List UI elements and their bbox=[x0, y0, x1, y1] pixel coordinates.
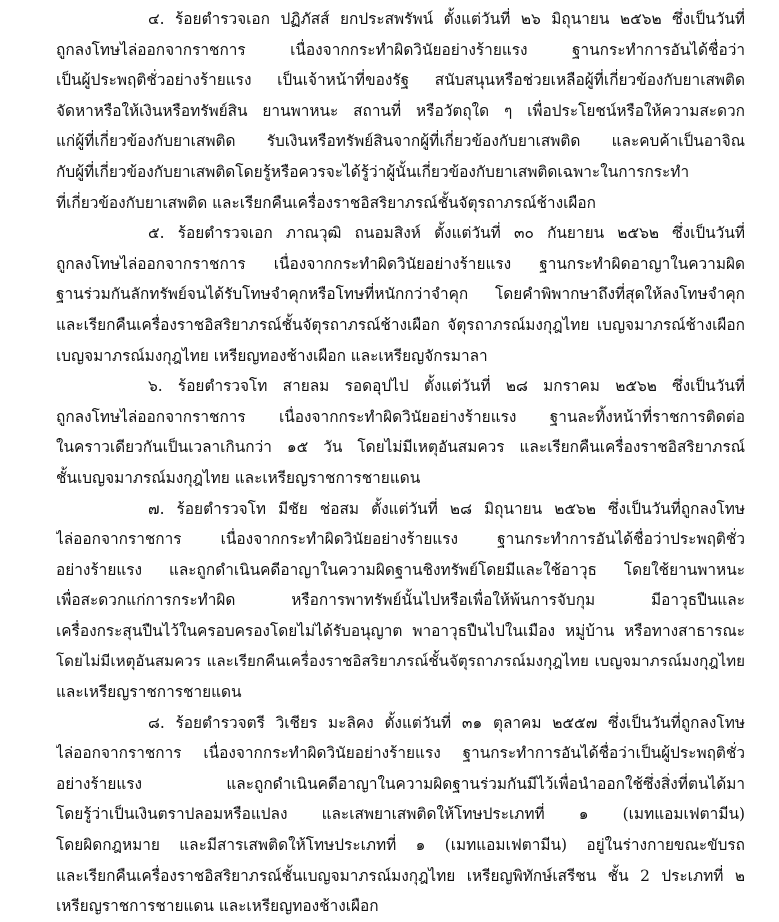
text-line: เหรียญราชการชายแดน และเหรียญทองช้างเผือก bbox=[56, 897, 379, 916]
text-line: ถูกลงโทษไล่ออกจากราชการ เนื่องจากกระทำผิดวินัยอย่างร้ายแรง ฐานกระทำการอันได้ชื่อว่า bbox=[56, 40, 745, 59]
text-line: ถูกลงโทษไล่ออกจากราชการ เนื่องจากกระทำผิดวินัยอย่างร้ายแรง ฐานกระทำผิดอาญาในความผิด bbox=[56, 254, 745, 273]
text-line: ๕. ร้อยตำรวจเอก ภาณวุฒิ ถนอมสิงห์ ตั้งแต่วันที่ ๓๐ กันยายน ๒๕๖๒ ซึ่งเป็นวันที่ bbox=[148, 224, 745, 243]
text-line: ที่เกี่ยวข้องกับยาเสพติด และเรียกคืนเครื่องราชอิสริยาภรณ์ชั้นจัตุรถาภรณ์ช้างเผือก bbox=[56, 193, 596, 212]
text-line: ไล่ออกจากราชการ เนื่องจากกระทำผิดวินัยอย่างร้ายแรง ฐานกระทำการอันได้ชื่อว่าเป็นผู้ประพฤติชั่ว bbox=[56, 744, 745, 763]
text-line: อย่างร้ายแรง และถูกดำเนินคดีอาญาในความผิดฐานชิงทรัพย์โดยมีและใช้อาวุธ โดยใช้ยานพาหนะ bbox=[56, 560, 745, 579]
text-line: ถูกลงโทษไล่ออกจากราชการ เนื่องจากกระทำผิดวินัยอย่างร้ายแรง ฐานละทิ้งหน้าที่ราชการติดต่อ bbox=[56, 407, 745, 426]
text-line: กับผู้ที่เกี่ยวข้องกับยาเสพติดโดยรู้หรือควรจะได้รู้ว่าผู้นั้นเกี่ยวข้องกับยาเสพติดเฉพาะในการกระทำ bbox=[56, 162, 690, 181]
text-line: ๖. ร้อยตำรวจโท สายลม รอดอุปไป ตั้งแต่วันที่ ๒๘ มกราคม ๒๕๖๒ ซึ่งเป็นวันที่ bbox=[148, 377, 745, 396]
text-line: ในคราวเดียวกันเป็นเวลาเกินกว่า ๑๕ วัน โดยไม่มีเหตุอันสมควร และเรียกคืนเครื่องราชอิสริยาภรณ์ bbox=[56, 438, 745, 457]
text-line: เครื่องกระสุนปืนไว้ในครอบครองโดยไม่ได้รับอนุญาต พาอาวุธปืนไปในเมือง หมู่บ้าน หรือทางสาธารณะ bbox=[56, 621, 745, 640]
paragraph-item-6 bbox=[56, 371, 745, 493]
paragraph-item-8 bbox=[56, 708, 745, 922]
text-line: ๗. ร้อยตำรวจโท มีชัย ช่อสม ตั้งแต่วันที่ ๒๘ มิถุนายน ๒๕๖๒ ซึ่งเป็นวันที่ถูกลงโทษ bbox=[148, 499, 745, 518]
text-line: ๔. ร้อยตำรวจเอก ปฏิภัสส์ ยกประสพรัพน์ ตั้งแต่วันที่ ๒๖ มิถุนายน ๒๕๖๒ ซึ่งเป็นวันที่ bbox=[148, 10, 745, 28]
text-line: โดยไม่มีเหตุอันสมควร และเรียกคืนเครื่องราชอิสริยาภรณ์ชั้นจัตุรถาภรณ์มงกุฎไทย เบญจมาภรณ์มงกุฎไทย bbox=[56, 652, 745, 671]
text-line: โดยรู้ว่าเป็นเงินตราปลอมหรือแปลง และเสพยาเสพติดให้โทษประเภทที่ ๑ (เมทแอมเฟตามีน) bbox=[56, 805, 745, 824]
text-line: ชั้นเบญจมาภรณ์มงกุฎไทย และเหรียญราชการชายแดน bbox=[56, 468, 421, 487]
paragraph-item-5 bbox=[56, 218, 745, 371]
text-line: และเรียกคืนเครื่องราชอิสริยาภรณ์ชั้นจัตุรถาภรณ์ช้างเผือก จัตุรถาภรณ์มงกุฎไทย เบญจมาภรณ์ช้างเผือก bbox=[56, 315, 745, 334]
text-line: จัดหาหรือให้เงินหรือทรัพย์สิน ยานพาหนะ สถานที่ หรือวัตถุใด ๆ เพื่อประโยชน์หรือให้ความสะดวก bbox=[56, 101, 745, 120]
text-line: เบญจมาภรณ์มงกุฎไทย เหรียญทองช้างเผือก และเหรียญจักรมาลา bbox=[56, 346, 488, 365]
text-line: เพื่อสะดวกแก่การกระทำผิด หรือการพาทรัพย์นั้นไปหรือเพื่อให้พ้นการจับกุม มีอาวุธปืนและ bbox=[56, 591, 745, 610]
text-line: ๘. ร้อยตำรวจตรี วิเชียร มะลิคง ตั้งแต่วันที่ ๓๑ ตุลาคม ๒๕๕๗ ซึ่งเป็นวันที่ถูกลงโทษ bbox=[148, 713, 745, 732]
text-line: ฐานร่วมกันลักทรัพย์จนได้รับโทษจำคุกหรือโทษที่หนักกว่าจำคุก โดยคำพิพากษาถึงที่สุดให้ลงโทษจำคุก bbox=[56, 285, 745, 304]
text-line: เป็นผู้ประพฤติชั่วอย่างร้ายแรง เป็นเจ้าหน้าที่ของรัฐ สนับสนุนหรือช่วยเหลือผู้ที่เกี่ยวข้องกับยาเสพติด bbox=[56, 71, 745, 90]
text-line: อย่างร้ายแรง และถูกดำเนินคดีอาญาในความผิดฐานร่วมกันมีไว้เพื่อนำออกใช้ซึ่งสิ่งที่ตนได้มา bbox=[56, 774, 745, 793]
paragraph-item-4 bbox=[56, 4, 745, 218]
text-line: และเหรียญราชการชายแดน bbox=[56, 683, 242, 702]
text-line: และเรียกคืนเครื่องราชอิสริยาภรณ์ชั้นเบญจมาภรณ์มงกุฎไทย เหรียญพิทักษ์เสรีชน ชั้น 2 ประเภทที่ ๒ bbox=[56, 866, 745, 885]
text-line: โดยผิดกฎหมาย และมีสารเสพติดให้โทษประเภทที่ ๑ (เมทแอมเฟตามีน) อยู่ในร่างกายขณะขับรถ bbox=[56, 836, 745, 855]
paragraph-item-7 bbox=[56, 494, 745, 708]
text-line: ไล่ออกจากราชการ เนื่องจากกระทำผิดวินัยอย่างร้ายแรง ฐานกระทำการอันได้ชื่อว่าประพฤติชั่ว bbox=[56, 530, 745, 549]
text-line: แก่ผู้ที่เกี่ยวข้องกับยาเสพติด รับเงินหรือทรัพย์สินจากผู้ที่เกี่ยวข้องกับยาเสพติด และคบค้าเป็นอาจิณ bbox=[56, 132, 745, 151]
